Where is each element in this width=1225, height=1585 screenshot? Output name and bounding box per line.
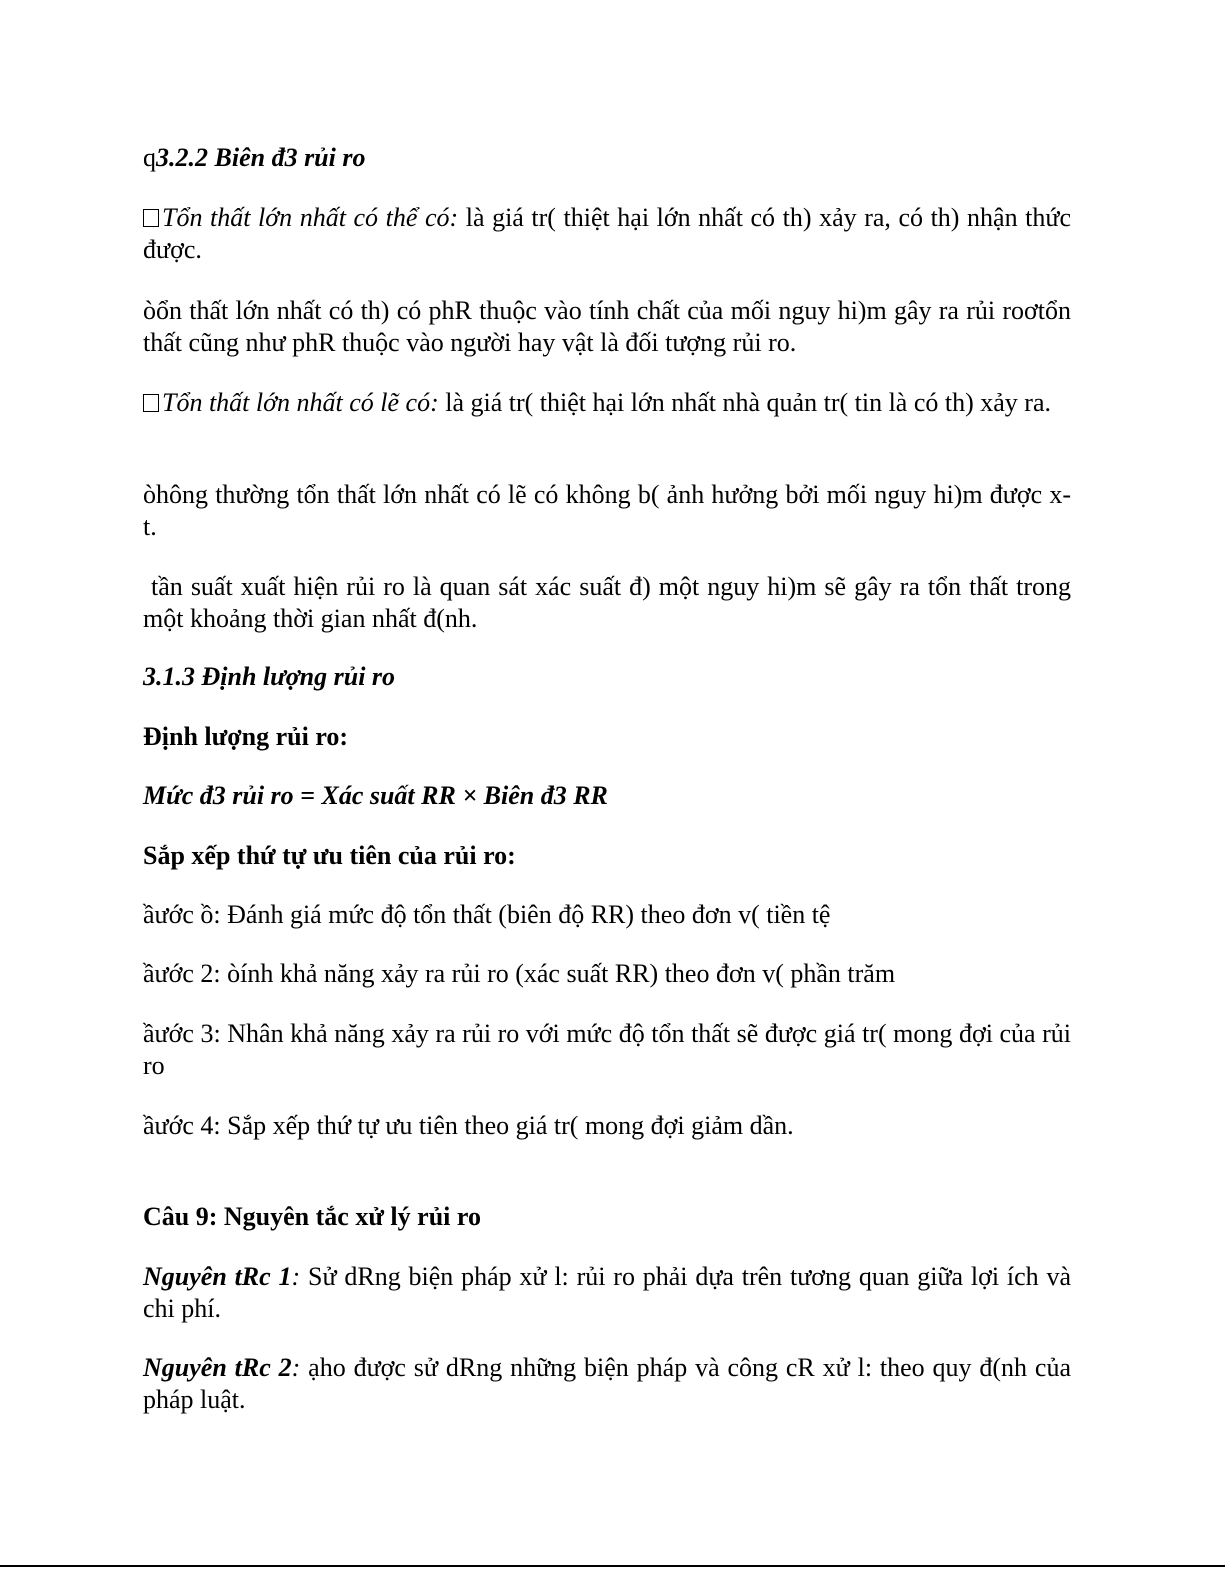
page-bottom-border — [0, 1565, 1225, 1567]
risk-level-formula — [143, 780, 1071, 812]
heading-prefix: q — [143, 143, 156, 172]
principle-colon: : — [291, 1262, 301, 1291]
principle-text: Sử dRng biện pháp xử l: rủi ro phải dựa trên tương quan giữa lợi ích và chi phí. — [143, 1262, 1071, 1323]
paragraph-text: òổn thất lớn nhất có th) có phR thuộc vào tính chất của mối nguy hi)m gây ra rủi roơtổn thất cũng như phR thuộc vào người hay vật là đối tượng rủi ro. — [143, 296, 1071, 357]
step-text: ầước 2: òính khả năng xảy ra rủi ro (xác suất RR) theo đơn v( phần trăm — [143, 959, 896, 988]
term-label: Tổn thất lớn nhất có lẽ có: — [162, 388, 439, 417]
paragraph-max-probable-loss — [143, 387, 1071, 419]
principle-label: Nguyên tRc 2 — [143, 1353, 292, 1382]
question-9-heading — [143, 1201, 1071, 1233]
principle-2 — [143, 1352, 1071, 1416]
paragraph-max-loss-dependency — [143, 295, 1071, 359]
principle-colon: : — [291, 1353, 301, 1382]
step-text: ầước 3: Nhân khả năng xảy ra rủi ro với mức độ tổn thất sẽ được giá tr( mong đợi của rủi ro — [143, 1019, 1071, 1080]
heading-text: Câu 9: Nguyên tắc xử lý rủi ro — [143, 1202, 481, 1231]
step-3 — [143, 1018, 1071, 1082]
paragraph-max-possible-loss — [143, 202, 1071, 266]
paragraph-text: òhông thường tổn thất lớn nhất có lẽ có không b( ảnh hưởng bởi mối nguy hi)m được x-t. — [143, 480, 1071, 541]
principle-label: Nguyên tRc 1 — [143, 1262, 292, 1291]
heading-text: 3.2.2 Biên đ3 rủi ro — [156, 143, 366, 172]
step-4 — [143, 1110, 1071, 1142]
checkbox-bullet-icon — [143, 394, 159, 412]
subheading-quantify-risk — [143, 721, 1071, 753]
paragraph-probable-loss-note — [143, 479, 1071, 543]
checkbox-bullet-icon — [143, 209, 159, 227]
heading-text: Định lượng rủi ro: — [143, 722, 349, 751]
step-text: ầước ồ: Đánh giá mức độ tổn thất (biên độ RR) theo đơn v( tiền tệ — [143, 900, 831, 929]
step-1 — [143, 899, 1071, 931]
section-heading-3-1-3 — [143, 661, 1071, 693]
paragraph-text: tần suất xuất hiện rủi ro là quan sát xác suất đ) một nguy hi)m sẽ gây ra tổn thất trong một khoảng thời gian nhất đ(nh. — [143, 572, 1078, 633]
subheading-priority-ordering — [143, 840, 1071, 872]
formula-text: Mức đ3 rủi ro = Xác suất RR × Biên đ3 RR — [143, 781, 608, 810]
heading-text: 3.1.3 Định lượng rủi ro — [143, 662, 396, 691]
paragraph-text: là giá tr( thiệt hại lớn nhất có th) xảy ra, có th) nhận thức được. — [143, 203, 1071, 264]
paragraph-text: là giá tr( thiệt hại lớn nhất nhà quản tr( tin là có th) xảy ra. — [438, 388, 1052, 417]
section-heading-3-2-2 — [143, 142, 1071, 174]
principle-1 — [143, 1261, 1071, 1325]
step-text: ầước 4: Sắp xếp thứ tự ưu tiên theo giá tr( mong đợi giảm dần. — [143, 1111, 794, 1140]
step-2 — [143, 958, 1071, 990]
heading-text: Sắp xếp thứ tự ưu tiên của rủi ro: — [143, 841, 516, 870]
paragraph-frequency — [143, 571, 1078, 635]
principle-text: ạho được sử dRng những biện pháp và công cR xử l: theo quy đ(nh của pháp luật. — [143, 1353, 1072, 1414]
term-label: Tổn thất lớn nhất có thể có: — [162, 203, 459, 232]
